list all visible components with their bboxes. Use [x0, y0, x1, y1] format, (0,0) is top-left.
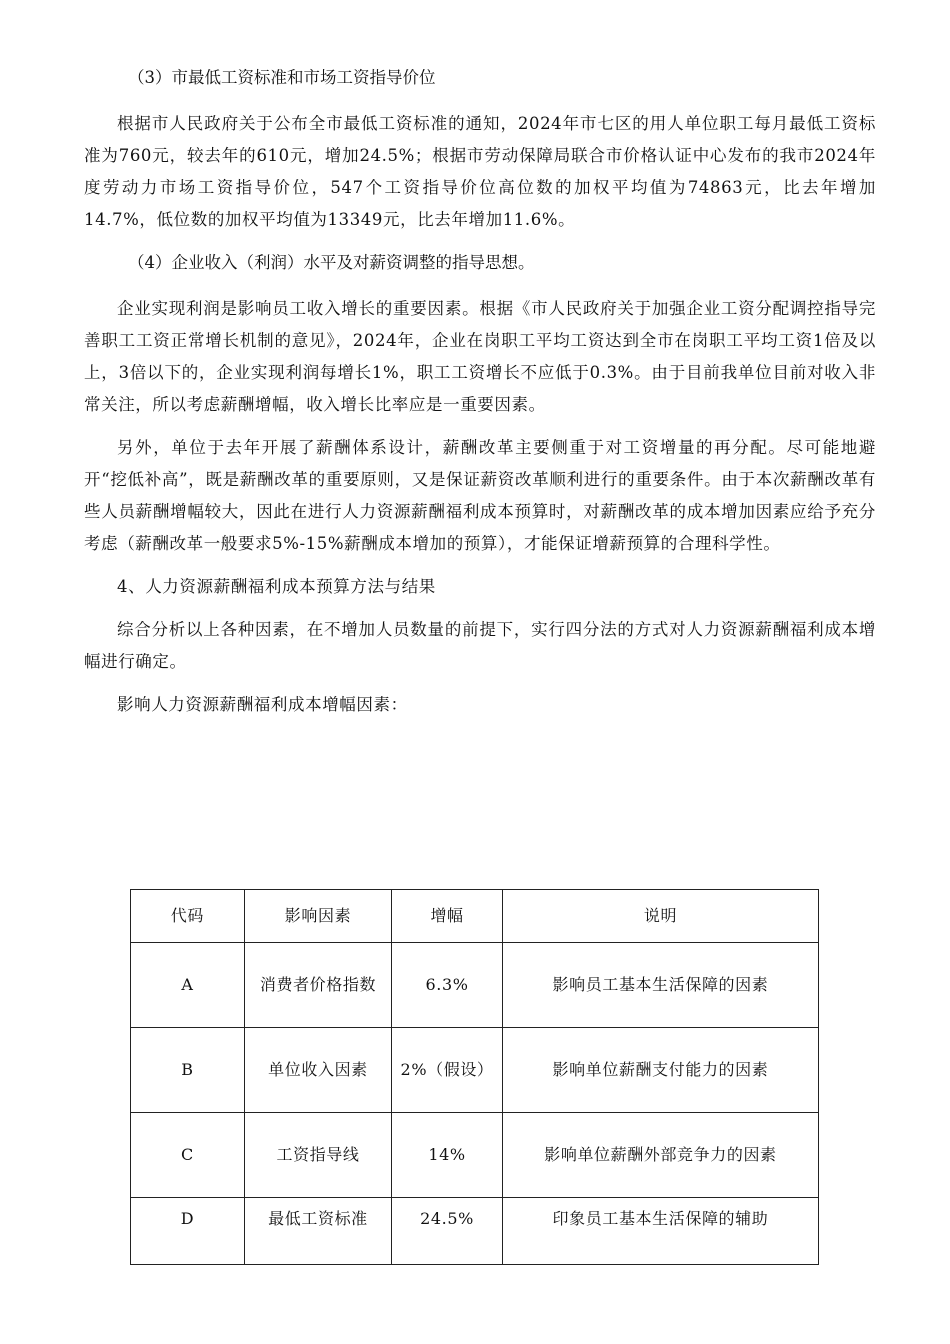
table-row — [131, 1028, 819, 1113]
header-increase: 增幅 — [392, 890, 503, 943]
cell-increase: 6.3% — [392, 943, 503, 1028]
paragraph-profit: 企业实现利润是影响员工收入增长的重要因素。根据《市人民政府关于加强企业工资分配调控指导完善职工工资正常增长机制的意见》，2024年，企业在岗职工平均工资达到全市在岗职工平均工资1倍及以上，3倍以下的，企业实现利润每增长1%，职工工资增长不应低于0.3%。由于目前我单位目前对收入非常关注，所以考虑薪酬增幅，收入增长比率应是一重要因素。 — [84, 299, 876, 414]
cell-description: 印象员工基本生活保障的辅助 — [502, 1198, 818, 1265]
cell-increase: 2%（假设） — [392, 1028, 503, 1113]
cell-factor: 消费者价格指数 — [244, 943, 391, 1028]
cell-increase: 14% — [392, 1113, 503, 1198]
paragraph-method: 综合分析以上各种因素，在不增加人员数量的前提下，实行四分法的方式对人力资源薪酬福利成本增幅进行确定。 — [84, 620, 876, 671]
cell-description: 影响单位薪酬外部竞争力的因素 — [502, 1113, 818, 1198]
cell-factor: 单位收入因素 — [244, 1028, 391, 1113]
cell-factor: 最低工资标准 — [244, 1198, 391, 1265]
paragraph-min-wage: 根据市人民政府关于公布全市最低工资标准的通知，2024年市七区的用人单位职工每月最低工资标准为760元，较去年的610元，增加24.5%；根据市劳动保障局联合市价格认证中心发布的我市2024年度劳动力市场工资指导价位，547个工资指导价位高位数的加权平均值为74863元，比去年增加14.7%，低位数的加权平均值为13349元，比去年增加11.6%。 — [84, 114, 876, 229]
section-heading-4: （4）企业收入（利润）水平及对薪资调整的指导思想。 — [128, 253, 535, 272]
cell-description: 影响员工基本生活保障的因素 — [502, 943, 818, 1028]
document-body — [84, 62, 876, 732]
section-heading-budget: 4、人力资源薪酬福利成本预算方法与结果 — [117, 577, 436, 596]
section-heading-3: （3）市最低工资标准和市场工资指导价位 — [128, 68, 436, 87]
paragraph-reform: 另外，单位于去年开展了薪酬体系设计，薪酬改革主要侧重于对工资增量的再分配。尽可能地避开“挖低补高”，既是薪酬改革的重要原则，又是保证薪资改革顺利进行的重要条件。由于本次薪酬改革有些人员薪酬增幅较大，因此在进行人力资源薪酬福利成本预算时，对薪酬改革的成本增加因素应给予充分考虑（薪酬改革一般要求5%-15%薪酬成本增加的预算），才能保证增薪预算的合理科学性。 — [84, 438, 876, 553]
cell-increase: 24.5% — [392, 1198, 503, 1265]
cell-code: D — [131, 1198, 245, 1265]
cell-description: 影响单位薪酬支付能力的因素 — [502, 1028, 818, 1113]
table-row — [131, 1198, 819, 1265]
table-header-row — [131, 890, 819, 943]
header-code: 代码 — [131, 890, 245, 943]
header-description: 说明 — [502, 890, 818, 943]
paragraph-factors-intro: 影响人力资源薪酬福利成本增幅因素： — [117, 695, 408, 714]
cell-code: B — [131, 1028, 245, 1113]
header-factor: 影响因素 — [244, 890, 391, 943]
factors-table — [130, 889, 819, 1265]
table-row — [131, 943, 819, 1028]
table-row — [131, 1113, 819, 1198]
cell-code: C — [131, 1113, 245, 1198]
cell-code: A — [131, 943, 245, 1028]
cell-factor: 工资指导线 — [244, 1113, 391, 1198]
